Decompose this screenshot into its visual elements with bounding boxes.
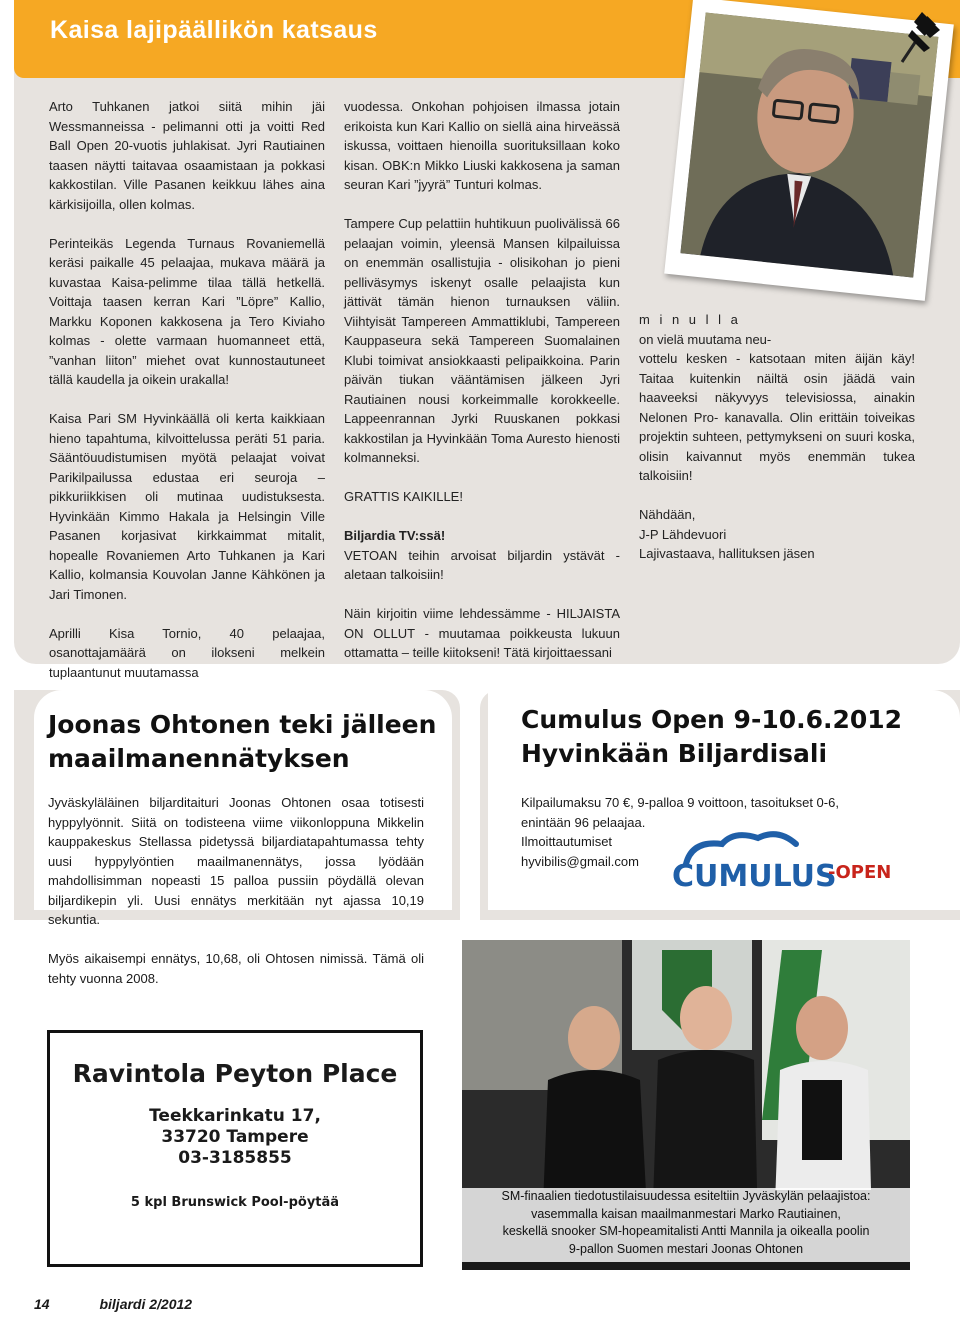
paragraph: m i n u l l a	[639, 312, 741, 327]
logo-suffix: -OPEN	[828, 862, 892, 883]
paragraph: Arto Tuhkanen jatkoi siitä mihin jäi Wessmanneissa - pelimanni otti ja voitti Red Ball Open 20-vuotis juhlakisat. Jyri Rautiainen taasen näytti taitavaa osaamistaan ja pokkasi kakkostilan. Ville Pasanen keikkuu lähes aina kärkisijoilla, ollen kolmas.	[49, 99, 325, 212]
caption-line: vasemmalla kaisan maailmanmestari Marko Rautiainen,	[531, 1206, 841, 1221]
paragraph: Tampere Cup pelattiin huhtikuun puolivälissä 66 pelaajan voimin, yleensä Mansen kilpailuissa on enemmän osallistujia - olisikohan jo pieni pelliväsymys iskenyt osalle pelaajista kun jättivät tämän hienon turnauksen väliin. Viihtyisät Tampereen Ammattiklubi, Tampereen Kauppaseura sekä Tampereen Suomalainen Klubi toimivat ansiokkaasti pelipaikkoina. Parin päivän tiukan vääntämisen jälkeen Jyri Rautiainen nousi korkeimmalle korokkeelle. Lappeenrannan Jyrki Ruuskanen pokkasi kakkostilan ja Hyvinkään Toma Auresto hienosti kolmanneksi.	[344, 216, 620, 465]
paragraph: Perinteikäs Legenda Turnaus Rovaniemellä keräsi paikalle 45 pelaajaa, mukava määrä ja kuvastaa Kaisa-pelimme tilaa tällä hetkellä. Voittaja taasen kerran Kari ”Löpre” Kallio, Markku Koponen kakkosena ja Tero Kiviaho kolmas - olette varmaan huomanneet että, ”vanhan liiton” miehet ovat kunnostautuneet tällä kaudella ja oikein urakalla!	[49, 235, 325, 387]
ad-phone: 03-3185855	[178, 1148, 292, 1168]
cumulus-headline-line1: Cumulus Open 9-10.6.2012	[521, 705, 903, 734]
paragraph: Jyväskyläläinen biljarditaituri Joonas Ohtonen osaa totisesti hyppylyönnit. Siitä on todisteena viime viikonloppuna Mikkelin kauppakeskus Stellassa pidetyssä biljardiatapahtumassa tehty uusi hyppylyöntien maailmanennätys, jossa lyödään mahdollisimman nopeasti 15 palloa pussiin pöydällä olevan biljardikepin yli. Uusi ennätys merkitään nyt ajassa 10,19 sekuntia.	[48, 795, 424, 927]
paragraph: on vielä muutama neu-	[639, 331, 772, 347]
article-column-1	[49, 97, 325, 702]
article-column-2	[344, 97, 620, 682]
record-text	[48, 793, 424, 1008]
record-headline: Joonas Ohtonen teki jälleen maailmanennätyksen	[48, 710, 437, 773]
paragraph: vuodessa. Onkohan pohjoisen ilmassa jotain erikoista kun Kari Kallio on siellä aina hirveässä iskussa, voittaen hienoilla suorituksillaan koko kisan. OBK:n Mikko Liuski kakkosena ja saman seuran Kari ”jyyrä” Tunturi kolmas.	[344, 99, 620, 192]
ad-title: Ravintola Peyton Place	[72, 1059, 398, 1088]
signature-role: Lajivastaava, hallituksen jäsen	[639, 546, 815, 561]
paragraph: Aprilli Kisa Tornio, 40 pelaajaa, osanottajamäärä on ilokseni melkein tuplaantunut muutamassa	[49, 625, 325, 680]
signature-name: J-P Lähdevuori	[639, 526, 727, 542]
cumulus-line: Ilmoittautumiset	[521, 834, 613, 849]
page-footer	[34, 1296, 192, 1312]
logo-text: CUMULUS	[672, 859, 837, 894]
photo-caption	[462, 1188, 910, 1262]
subheading: Biljardia TV:ssä!	[344, 528, 446, 543]
cumulus-email: hyvibilis@gmail.com	[521, 853, 639, 869]
magazine-issue: biljardi 2/2012	[99, 1296, 193, 1312]
paragraph: GRATTIS KAIKILLE!	[344, 489, 463, 504]
article-column-3	[639, 310, 915, 564]
paragraph: VETOAN teihin arvoisat biljardin ystävät - aletaan talkoisiin!	[344, 547, 620, 582]
cumulus-open-logo	[668, 830, 898, 904]
paragraph: vottelu kesken - katsotaan miten äijän käy! Taitaa kuitenkin näiltä osin jäädä vain haaveeksi näkyvyys televisiossa, ainakin Nelonen Pro- kanavalla. Olin erittäin toiveikas projektin suhteen, pettymykseni on suuri koska, olisin kaivannut myös enemmän tukea talkoisiin!	[639, 351, 915, 483]
signature-greeting: Nähdään,	[639, 507, 696, 522]
caption-line: keskellä snooker SM-hopeamitalisti Antti Mannila ja oikealla poolin	[502, 1224, 870, 1238]
pushpin-icon	[888, 4, 948, 70]
ad-tables: 5 kpl Brunswick Pool-pöytää	[130, 1195, 340, 1210]
paragraph: Myös aikaisempi ennätys, 10,68, oli Ohtosen nimissä. Tämä oli tehty vuonna 2008.	[48, 951, 424, 986]
ad-address-2: 33720 Tampere	[161, 1127, 309, 1147]
cumulus-line: Kilpailumaksu 70 €, 9-palloa 9 voittoon, tasoitukset 0-6,	[521, 795, 839, 810]
ad-address-1: Teekkarinkatu 17,	[149, 1106, 321, 1126]
page-title: Kaisa lajipäällikön katsaus	[50, 16, 378, 44]
restaurant-ad	[47, 1030, 423, 1267]
paragraph: Näin kirjoitin viime lehdessämme - HILJAISTA ON OLLUT - muutamaa poikkeusta lukuun ottamatta – teille kiitokseni! Tätä kirjoittaessani	[344, 606, 620, 660]
cumulus-line: enintään 96 pelaajaa.	[521, 814, 646, 830]
caption-line: 9-pallon Suomen mestari Joonas Ohtonen	[568, 1241, 804, 1256]
cumulus-headline	[521, 703, 941, 771]
cumulus-headline-line2: Hyvinkään Biljardisali	[521, 739, 828, 768]
paragraph: Kaisa Pari SM Hyvinkäällä oli kerta kaikkiaan hieno tapahtuma, kilvoittelussa peräti 51 paria. Sääntöuudistumisen myötä pelaajat voivat Parikilpailussa edustaa eri seuroja – pikkuriikkisen oli mutinaa uudistuksesta. Hyvinkään Kimmo Hakala ja Helsingin Ville Pasanen korjasivat kirkkaimmat mitalit, hopealle Rovaniemen Arto Tuhkanen ja Kari Kallio, kolmansia Kouvolan Janne Kähkönen ja Jari Timonen.	[49, 411, 325, 602]
caption-line: SM-finaalien tiedotustilaisuudessa esiteltiin Jyväskylän pelaajistoa:	[501, 1189, 871, 1203]
page-number: 14	[34, 1296, 50, 1312]
